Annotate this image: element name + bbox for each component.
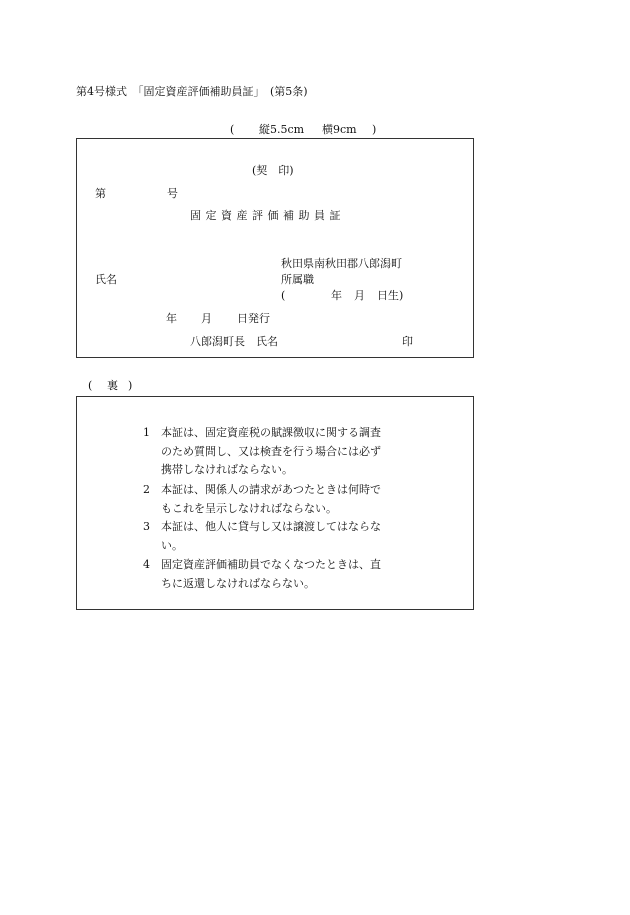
size-note-height: 縦5.5cm [259,123,305,136]
size-note-width: 横9cm [322,123,357,136]
name-label: 氏名 [95,273,117,286]
seal-label: (契 印) [252,164,294,177]
birth-month: 月 [354,289,365,302]
list-item [143,426,381,482]
list-item [143,483,381,520]
back-label-close: ) [128,379,133,392]
issue-year: 年 [166,312,177,325]
item-line: 本証は、他人に貸与し又は譲渡してはならな [161,520,381,533]
item-line: い。 [161,538,183,552]
item-line: 携帯しなければならない。 [161,463,293,476]
list-item [143,520,381,557]
size-note-close: ) [372,123,377,136]
item-line: ちに返還しなければならない。 [161,576,315,590]
item-number: 2 [143,483,150,496]
size-note-open: ( [230,123,235,136]
birth-day: 日生) [377,289,404,302]
card-title: 固 定 資 産 評 価 補 助 員 証 [190,209,341,222]
item-line: 本証は、固定資産税の賦課徴収に関する調査 [161,426,381,439]
list-item [143,558,381,595]
item-line: 本証は、関係人の請求があつたときは何時で [161,483,381,496]
issue-month: 月 [201,312,212,325]
number-suffix: 号 [167,187,178,200]
affiliation-line1: 秋田県南秋田郡八郎潟町 [281,257,402,270]
item-number: 4 [143,558,150,571]
number-prefix: 第 [95,187,106,200]
item-line: もこれを呈示しなければならない。 [161,501,337,515]
item-line: のため質問し、又は検査を行う場合には必ず [161,444,381,458]
item-number: 1 [143,426,150,439]
back-label-open: ( [88,379,93,392]
item-number: 3 [143,520,150,533]
item-line: 固定資産評価補助員でなくなつたときは、直 [161,558,381,571]
birth-year: 年 [331,289,342,302]
issuer-label: 八郎潟町長 氏名 [190,335,278,348]
back-label: 裏 [107,379,118,392]
birth-open: ( [281,289,286,302]
affiliation-line2: 所属職 [281,273,314,286]
issue-day: 日発行 [237,312,270,325]
form-title: 第4号様式 「固定資産評価補助員証」 (第5条) [76,85,308,98]
stamp-label: 印 [402,335,413,348]
